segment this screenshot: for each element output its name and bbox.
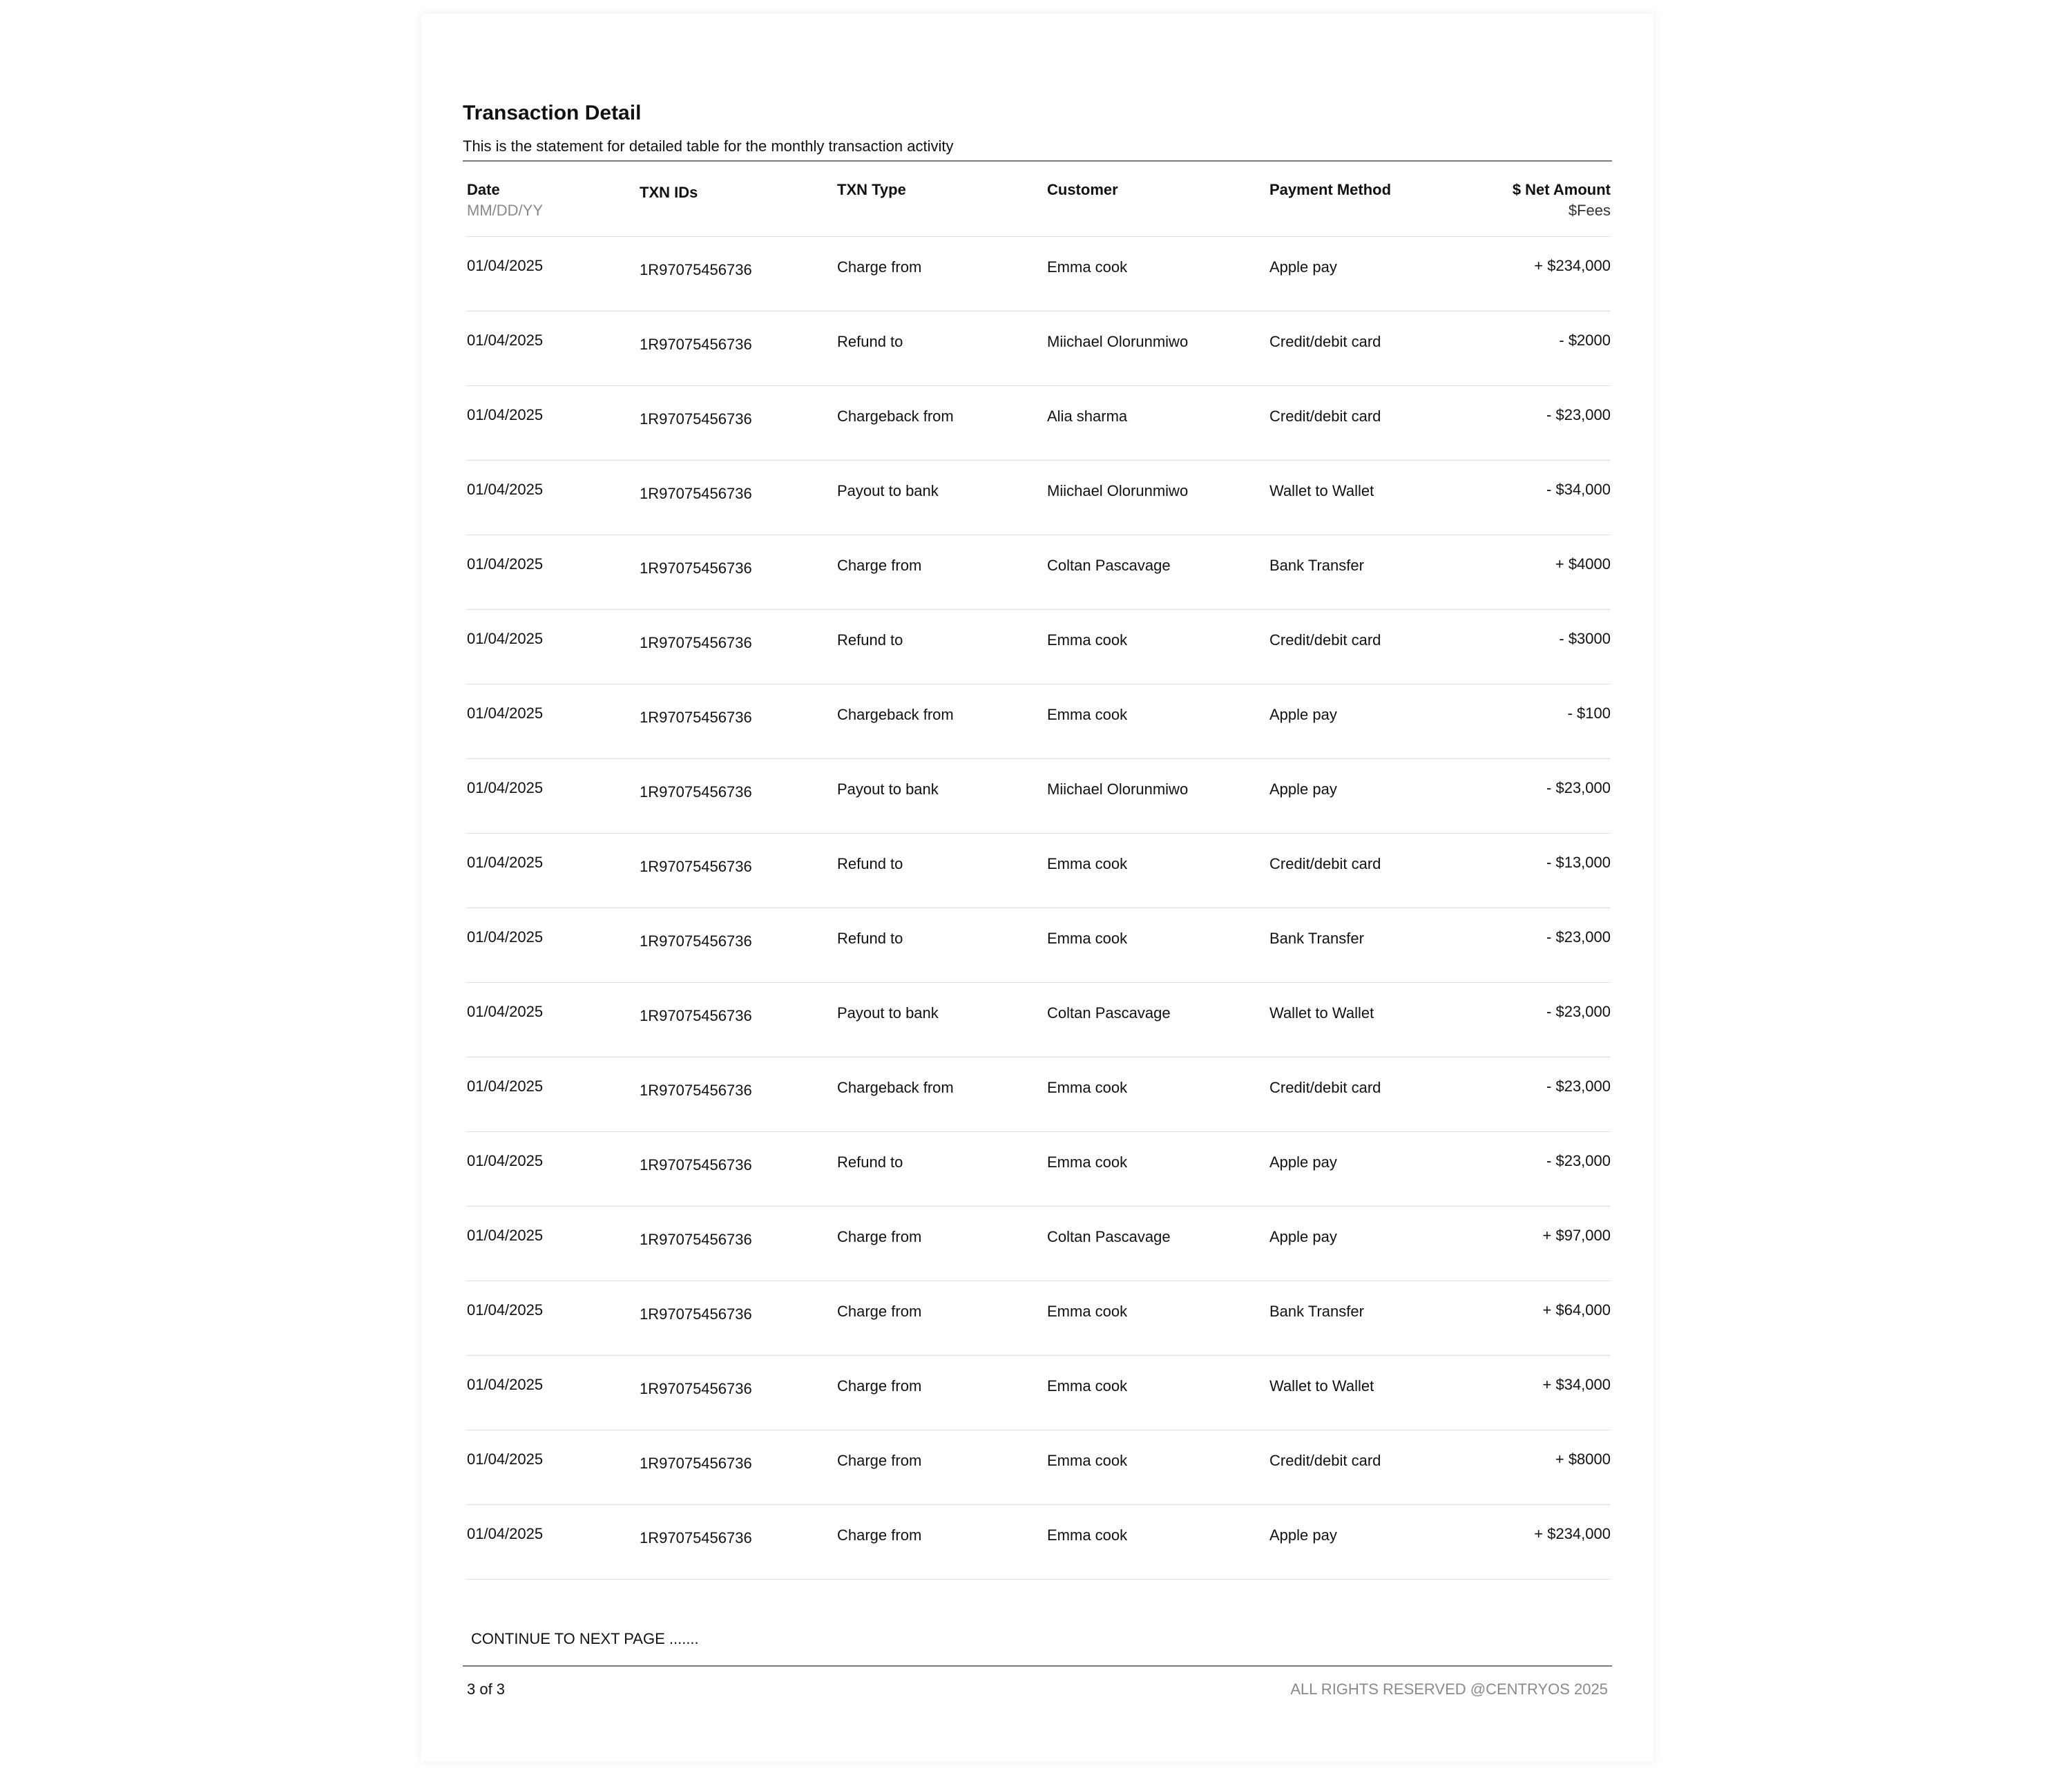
cell-date: 01/04/2025 — [467, 630, 544, 647]
cell-txn-id: 1R97075456736 — [640, 261, 752, 278]
cell-txn-type: Charge from — [837, 1526, 922, 1544]
cell-net-amount: - $2000 — [1559, 332, 1611, 349]
table-row — [466, 535, 1611, 610]
cell-txn-id: 1R97075456736 — [640, 709, 752, 726]
cell-customer: Emma cook — [1047, 1079, 1128, 1096]
cell-date: 01/04/2025 — [467, 1525, 544, 1542]
cell-net-amount: - $34,000 — [1546, 481, 1611, 498]
cell-customer: Emma cook — [1047, 1377, 1128, 1395]
cell-date: 01/04/2025 — [467, 257, 544, 274]
cell-customer: Emma cook — [1047, 1153, 1128, 1171]
cell-customer: Alia sharma — [1047, 408, 1128, 425]
table-row — [466, 684, 1611, 759]
cell-txn-id: 1R97075456736 — [640, 783, 752, 801]
cell-net-amount: - $100 — [1567, 705, 1611, 722]
cell-txn-type: Refund to — [837, 333, 903, 350]
cell-date: 01/04/2025 — [467, 705, 544, 722]
cell-date: 01/04/2025 — [467, 1376, 544, 1393]
cell-txn-id: 1R97075456736 — [640, 1380, 752, 1397]
cell-txn-id: 1R97075456736 — [640, 1007, 752, 1024]
cell-payment-method: Apple pay — [1269, 258, 1337, 276]
column-header-date — [466, 162, 640, 236]
cell-net-amount: - $23,000 — [1546, 406, 1611, 423]
cell-txn-type: Charge from — [837, 1303, 922, 1320]
cell-payment-method: Credit/debit card — [1269, 1079, 1381, 1096]
cell-txn-id: 1R97075456736 — [640, 858, 752, 875]
cell-txn-id: 1R97075456736 — [640, 410, 752, 428]
table-row — [466, 386, 1611, 461]
cell-txn-id: 1R97075456736 — [640, 1529, 752, 1546]
cell-net-amount: + $234,000 — [1534, 257, 1611, 274]
cell-net-amount: - $23,000 — [1546, 1152, 1611, 1169]
table-row — [466, 1430, 1611, 1505]
page-content — [463, 99, 1612, 1698]
cell-txn-type: Chargeback from — [837, 408, 954, 425]
cell-txn-id: 1R97075456736 — [640, 559, 752, 577]
cell-date: 01/04/2025 — [467, 854, 544, 871]
table-row — [466, 1057, 1611, 1132]
cell-payment-method: Credit/debit card — [1269, 855, 1381, 872]
cell-txn-id: 1R97075456736 — [640, 932, 752, 950]
cell-net-amount: + $234,000 — [1534, 1525, 1611, 1542]
page-subtitle: This is the statement for detailed table for the monthly transaction activity — [463, 137, 954, 155]
cell-net-amount: - $13,000 — [1546, 854, 1611, 871]
cell-payment-method: Credit/debit card — [1269, 631, 1381, 649]
cell-customer: Emma cook — [1047, 706, 1128, 723]
cell-txn-type: Payout to bank — [837, 780, 939, 798]
cell-txn-id: 1R97075456736 — [640, 1156, 752, 1173]
cell-customer: Miichael Olorunmiwo — [1047, 333, 1189, 350]
cell-net-amount: + $4000 — [1555, 555, 1611, 573]
cell-payment-method: Apple pay — [1269, 1526, 1337, 1544]
cell-payment-method: Apple pay — [1269, 780, 1337, 798]
cell-payment-method: Bank Transfer — [1269, 557, 1364, 574]
cell-date: 01/04/2025 — [467, 1003, 544, 1020]
cell-txn-id: 1R97075456736 — [640, 336, 752, 353]
table-row — [466, 834, 1611, 908]
table-row — [466, 908, 1611, 983]
cell-customer: Emma cook — [1047, 1452, 1128, 1469]
cell-txn-id: 1R97075456736 — [640, 1082, 752, 1099]
cell-customer: Miichael Olorunmiwo — [1047, 780, 1189, 798]
page-title: Transaction Detail — [463, 102, 642, 124]
cell-txn-id: 1R97075456736 — [640, 1455, 752, 1472]
continue-note: CONTINUE TO NEXT PAGE ....... — [471, 1630, 699, 1647]
cell-customer: Emma cook — [1047, 1303, 1128, 1320]
cell-txn-id: 1R97075456736 — [640, 634, 752, 651]
cell-payment-method: Wallet to Wallet — [1269, 482, 1374, 499]
date-header-label: Date — [467, 181, 500, 198]
cell-date: 01/04/2025 — [467, 481, 544, 498]
table-row — [466, 759, 1611, 834]
cell-date: 01/04/2025 — [467, 1301, 544, 1319]
cell-txn-type: Charge from — [837, 557, 922, 574]
cell-net-amount: - $3000 — [1559, 630, 1611, 647]
cell-payment-method: Wallet to Wallet — [1269, 1377, 1374, 1395]
cell-date: 01/04/2025 — [467, 1227, 544, 1244]
cell-txn-type: Chargeback from — [837, 1079, 954, 1096]
column-header-txn-type: TXN Type — [837, 181, 906, 198]
cell-date: 01/04/2025 — [467, 555, 544, 573]
cell-date: 01/04/2025 — [467, 1450, 544, 1468]
cell-net-amount: - $23,000 — [1546, 928, 1611, 946]
cell-txn-type: Refund to — [837, 855, 903, 872]
cell-txn-type: Refund to — [837, 1153, 903, 1171]
cell-net-amount: + $64,000 — [1542, 1301, 1611, 1319]
table-row — [466, 461, 1611, 535]
cell-txn-type: Refund to — [837, 631, 903, 649]
cell-date: 01/04/2025 — [467, 779, 544, 796]
cell-customer: Emma cook — [1047, 855, 1128, 872]
column-header-customer: Customer — [1047, 181, 1118, 198]
cell-payment-method: Bank Transfer — [1269, 930, 1364, 947]
cell-net-amount: + $97,000 — [1542, 1227, 1611, 1244]
cell-txn-type: Payout to bank — [837, 482, 939, 499]
cell-date: 01/04/2025 — [467, 406, 544, 423]
table-row — [466, 1505, 1611, 1580]
table-row — [466, 237, 1611, 312]
cell-txn-type: Chargeback from — [837, 706, 954, 723]
cell-payment-method: Apple pay — [1269, 706, 1337, 723]
cell-payment-method: Credit/debit card — [1269, 1452, 1381, 1469]
cell-txn-id: 1R97075456736 — [640, 485, 752, 502]
cell-txn-type: Charge from — [837, 1228, 922, 1245]
statement-page — [421, 14, 1653, 1761]
cell-payment-method: Credit/debit card — [1269, 333, 1381, 350]
column-header-net-amount — [1477, 162, 1611, 236]
column-header-payment-method: Payment Method — [1269, 181, 1392, 198]
cell-txn-id: 1R97075456736 — [640, 1231, 752, 1248]
cell-net-amount: - $23,000 — [1546, 1003, 1611, 1020]
cell-txn-id: 1R97075456736 — [640, 1305, 752, 1323]
table-header — [466, 162, 1611, 237]
table-body — [463, 237, 1612, 1580]
copyright-notice: ALL RIGHTS RESERVED @CENTRYOS 2025 — [1290, 1680, 1608, 1698]
fees-header-label: $Fees — [1568, 202, 1611, 219]
table-row — [466, 1356, 1611, 1430]
page-footer — [463, 1680, 1612, 1698]
table-row — [466, 1132, 1611, 1207]
cell-date: 01/04/2025 — [467, 1077, 544, 1095]
cell-customer: Emma cook — [1047, 930, 1128, 947]
cell-customer: Coltan Pascavage — [1047, 1228, 1171, 1245]
cell-txn-type: Charge from — [837, 1377, 922, 1395]
cell-payment-method: Credit/debit card — [1269, 408, 1381, 425]
page-indicator: 3 of 3 — [467, 1680, 506, 1698]
table-row — [466, 983, 1611, 1057]
table-row — [466, 1281, 1611, 1356]
table-row — [466, 1207, 1611, 1281]
cell-net-amount: - $23,000 — [1546, 779, 1611, 796]
cell-net-amount: - $23,000 — [1546, 1077, 1611, 1095]
column-header-txn-ids: TXN IDs — [640, 184, 698, 201]
cell-date: 01/04/2025 — [467, 1152, 544, 1169]
cell-payment-method: Bank Transfer — [1269, 1303, 1364, 1320]
net-amount-header-label: $ Net Amount — [1512, 181, 1611, 198]
cell-customer: Miichael Olorunmiwo — [1047, 482, 1189, 499]
date-format-hint: MM/DD/YY — [467, 202, 543, 219]
cell-txn-type: Charge from — [837, 258, 922, 276]
cell-customer: Emma cook — [1047, 631, 1128, 649]
cell-customer: Coltan Pascavage — [1047, 557, 1171, 574]
cell-txn-type: Charge from — [837, 1452, 922, 1469]
cell-customer: Coltan Pascavage — [1047, 1004, 1171, 1022]
cell-date: 01/04/2025 — [467, 332, 544, 349]
cell-date: 01/04/2025 — [467, 928, 544, 946]
cell-payment-method: Apple pay — [1269, 1153, 1337, 1171]
cell-net-amount: + $8000 — [1555, 1450, 1611, 1468]
footer-divider — [463, 1665, 1612, 1667]
cell-txn-type: Payout to bank — [837, 1004, 939, 1022]
table-row — [466, 610, 1611, 684]
cell-net-amount: + $34,000 — [1542, 1376, 1611, 1393]
table-row — [466, 312, 1611, 386]
cell-txn-type: Refund to — [837, 930, 903, 947]
cell-customer: Emma cook — [1047, 258, 1128, 276]
cell-payment-method: Wallet to Wallet — [1269, 1004, 1374, 1022]
cell-customer: Emma cook — [1047, 1526, 1128, 1544]
cell-payment-method: Apple pay — [1269, 1228, 1337, 1245]
